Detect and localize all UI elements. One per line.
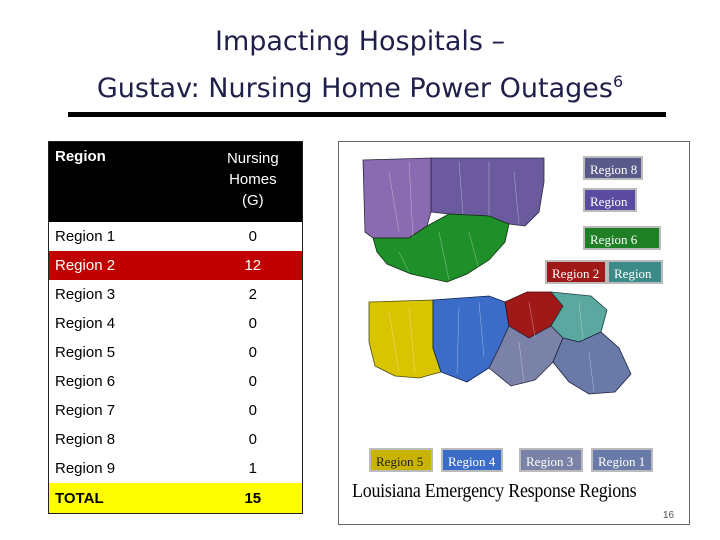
row-region: Region 5 (49, 338, 204, 367)
row-homes: 0 (204, 309, 303, 338)
slide-title-text: Gustav: Nursing Home Power Outages (96, 73, 613, 104)
map-region-1 (553, 332, 631, 394)
row-homes: 0 (204, 338, 303, 367)
header-nursing-homes (204, 142, 303, 223)
header-homes-line: Nursing (226, 150, 279, 167)
row-region: Region 1 (49, 222, 204, 251)
louisiana-region-map-panel (338, 141, 690, 525)
table-row (49, 309, 303, 338)
legend-region-6: Region 6 (583, 226, 661, 250)
map-title: Louisiana Emergency Response Regions (352, 480, 637, 502)
slide-title-line1: Impacting Hospitals – (214, 26, 506, 57)
row-homes: 2 (204, 280, 303, 309)
total-value: 15 (204, 483, 303, 514)
table-row (49, 280, 303, 309)
slide-title-line2 (0, 72, 720, 104)
row-homes: 0 (204, 222, 303, 251)
header-homes-line: Homes (229, 171, 277, 188)
legend-region-4: Region 4 (441, 448, 503, 472)
legend-region-1: Region 1 (591, 448, 653, 472)
table-row (49, 425, 303, 454)
table-row (49, 396, 303, 425)
row-region: Region 6 (49, 367, 204, 396)
legend-region-8: Region 8 (583, 156, 643, 180)
total-label: TOTAL (49, 483, 204, 514)
legend-region-3: Region 3 (519, 448, 583, 472)
table-row (49, 251, 303, 280)
header-region: Region (49, 142, 204, 223)
table-total-row (49, 483, 303, 514)
map-region-5 (369, 300, 441, 378)
legend-region-5: Region 5 (369, 448, 433, 472)
row-homes: 1 (204, 454, 303, 483)
table-row (49, 367, 303, 396)
row-region: Region 3 (49, 280, 204, 309)
header-homes-line: (G) (241, 192, 264, 209)
page-number: 16 (663, 510, 675, 521)
footnote-marker: 6 (612, 72, 624, 91)
row-region: Region 2 (49, 251, 204, 280)
row-homes: 12 (204, 251, 303, 280)
legend-region-2: Region 2 (545, 260, 607, 284)
row-homes: 0 (204, 396, 303, 425)
nursing-home-outage-table (48, 141, 303, 514)
row-region: Region 9 (49, 454, 204, 483)
row-region: Region 8 (49, 425, 204, 454)
legend-region-9: Region 9 (607, 260, 663, 284)
row-homes: 0 (204, 367, 303, 396)
table-row (49, 222, 303, 251)
row-region: Region 4 (49, 309, 204, 338)
table-row (49, 454, 303, 483)
row-homes: 0 (204, 425, 303, 454)
map-region-7 (363, 158, 431, 238)
row-region: Region 7 (49, 396, 204, 425)
table-row (49, 338, 303, 367)
title-divider (68, 112, 666, 117)
table-header-row (49, 142, 303, 223)
legend-region-7: Region (583, 188, 637, 212)
